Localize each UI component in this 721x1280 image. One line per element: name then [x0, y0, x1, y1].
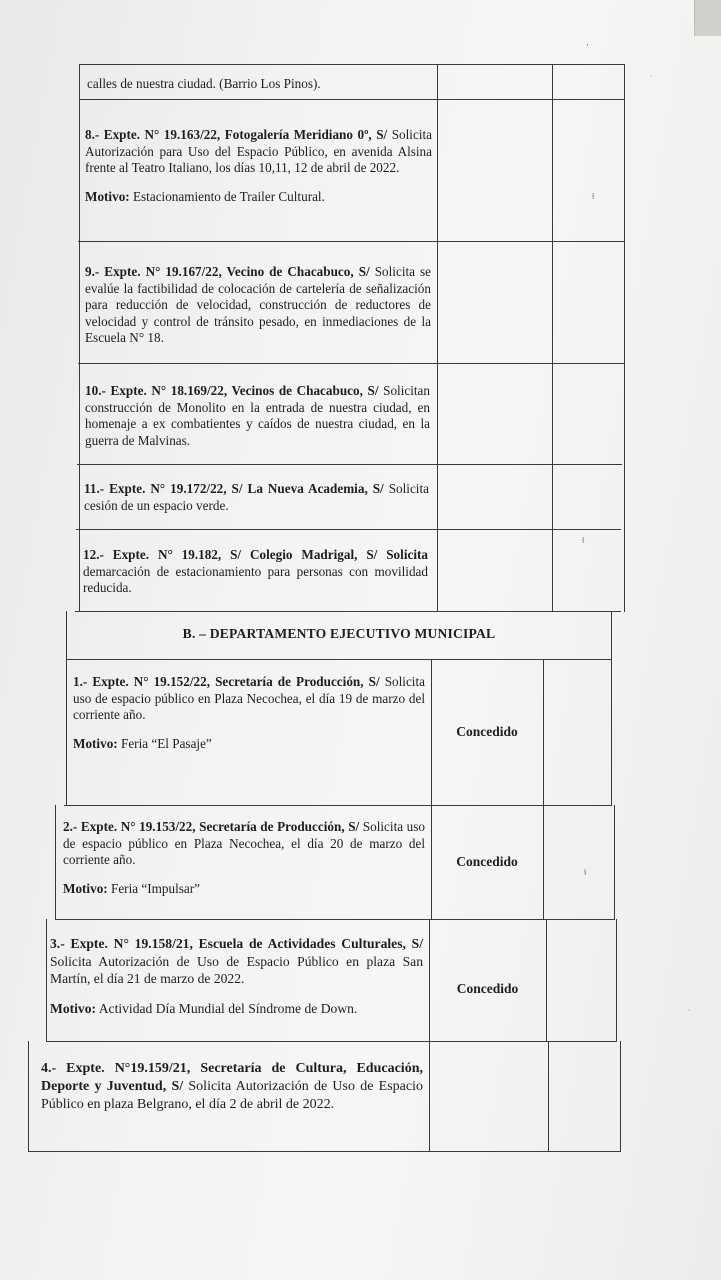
- item-text: Solicita uso de espacio público en Plaza Necochea, el día 19 de marzo del corriente año.: [73, 674, 425, 722]
- table-border-right: [620, 1041, 621, 1152]
- table-rule: [76, 529, 621, 530]
- item-lead: 8.- Expte. N° 19.163/22, Fotogalería Meridiano 0º, S/: [85, 127, 388, 142]
- status-label: Concedido: [456, 854, 518, 869]
- motivo-label: Motivo:: [50, 1000, 97, 1016]
- table-border-left: [28, 1041, 29, 1152]
- item-text: Solicita cesión de un espacio verde.: [84, 481, 429, 513]
- item-lead: 2.- Expte. N° 19.153/22, Secretaría de Producción, S/: [63, 819, 360, 834]
- item-lead: 10.- Expte. N° 18.169/22, Vecinos de Chacabuco, S/: [85, 383, 379, 398]
- table-border-left: [55, 805, 56, 920]
- table-rule: [28, 1151, 620, 1152]
- item-text: calles de nuestra ciudad. (Barrio Los Pinos).: [87, 76, 321, 91]
- status-label: Concedido: [456, 981, 519, 996]
- column-separator: [548, 1041, 549, 1152]
- motivo-value: Feria “El Pasaje”: [120, 735, 212, 751]
- motivo-label: Motivo:: [85, 188, 130, 204]
- table-rule: [64, 805, 612, 806]
- motivo-value: Actividad Día Mundial del Síndrome de Down.: [98, 1000, 358, 1016]
- table-rule: [79, 99, 625, 100]
- table-row: [63, 819, 425, 897]
- item-lead: 11.- Expte. N° 19.172/22, S/ La Nueva Academia, S/: [84, 481, 384, 496]
- item-text: Solicitan construcción de Monolito en la entrada de nuestra ciudad, en homenaje a ex combatientes y caídos de nuestra ciudad, en la guerra de Malvinas.: [85, 383, 430, 448]
- table-rule: [79, 64, 625, 65]
- motivo-label: Motivo:: [73, 735, 118, 751]
- status-label: Concedido: [456, 724, 518, 739]
- table-rule: [75, 611, 621, 612]
- table-border-right: [614, 805, 615, 920]
- ink-mark: ·: [586, 40, 589, 50]
- table-rule: [66, 659, 612, 660]
- motivo-value: Estacionamiento de Trailer Cultural.: [132, 188, 325, 204]
- paper-speck: ɫ: [592, 192, 595, 201]
- item-text: demarcación de estacionamiento para personas con movilidad reducida.: [83, 563, 428, 595]
- table-row: [41, 1060, 423, 1114]
- column-separator: [543, 659, 544, 806]
- paper-speck: ɫ: [582, 536, 585, 545]
- item-text: Solicita Autorización de Uso de Espacio Público en plaza San Martín, el día 21 de marzo de 2022.: [50, 953, 423, 986]
- column-separator: [437, 64, 438, 612]
- item-text: Solicita se evalúe la factibilidad de colocación de cartelería de señalización para reducción de velocidad, construcción de reductores de velocidad y control de tránsito pesado, en inmediaciones de la Escuela N° 18.: [85, 264, 432, 345]
- paper-speck: ·: [688, 1006, 691, 1015]
- table-row: [50, 935, 423, 1017]
- item-text: Solicita uso de espacio público en Plaza Necochea, el día 20 de marzo del corriente año.: [63, 819, 425, 867]
- table-border-left: [79, 64, 80, 612]
- table-row: [85, 383, 430, 449]
- table-row: [85, 264, 431, 347]
- paper-speck: ·: [650, 72, 653, 81]
- motivo-label: Motivo:: [63, 880, 108, 896]
- column-separator: [552, 64, 553, 612]
- column-separator: [429, 1041, 430, 1152]
- motivo-value: Feria “Impulsar”: [110, 880, 200, 896]
- table-row: [85, 127, 432, 205]
- table-border-right: [616, 919, 617, 1042]
- item-lead: 4.- Expte. N°19.159/21, Secretaría de Cultura, Educación, Deporte y Juventud, S/: [41, 1061, 423, 1094]
- table-rule: [78, 363, 624, 364]
- item-lead: 3.- Expte. N° 19.158/21, Escuela de Actividades Culturales, S/: [50, 936, 423, 951]
- item-text: Solicita Autorización para Uso del Espacio Público, en avenida Alsina frente al Teatro Italiano, los días 10,11, 12 de abril de 2022.: [85, 127, 433, 175]
- item-text: Solicita Autorización de Uso de Espacio Público en plaza Belgrano, el día 2 de abril de 2022.: [41, 1079, 424, 1112]
- table-row: [73, 674, 425, 752]
- table-row: [83, 547, 428, 597]
- table-row: [87, 76, 432, 93]
- table-rule: [77, 464, 622, 465]
- paper-speck: ɫ: [584, 868, 587, 877]
- table-rule: [55, 919, 615, 920]
- column-separator: [543, 805, 544, 920]
- table-row: [84, 481, 429, 514]
- table-rule: [46, 1041, 616, 1042]
- item-lead: 12.- Expte. N° 19.182, S/ Colegio Madrigal, S/ Solicita: [83, 547, 428, 562]
- table-rule: [78, 241, 624, 242]
- table-border-right: [624, 64, 625, 612]
- table-border-left: [46, 919, 47, 1042]
- section-heading: B. – DEPARTAMENTO EJECUTIVO MUNICIPAL: [182, 626, 496, 641]
- item-lead: 1.- Expte. N° 19.152/22, Secretaría de Producción, S/: [73, 674, 380, 689]
- item-lead: 9.- Expte. N° 19.167/22, Vecino de Chacabuco, S/: [85, 264, 370, 279]
- column-separator: [546, 919, 547, 1042]
